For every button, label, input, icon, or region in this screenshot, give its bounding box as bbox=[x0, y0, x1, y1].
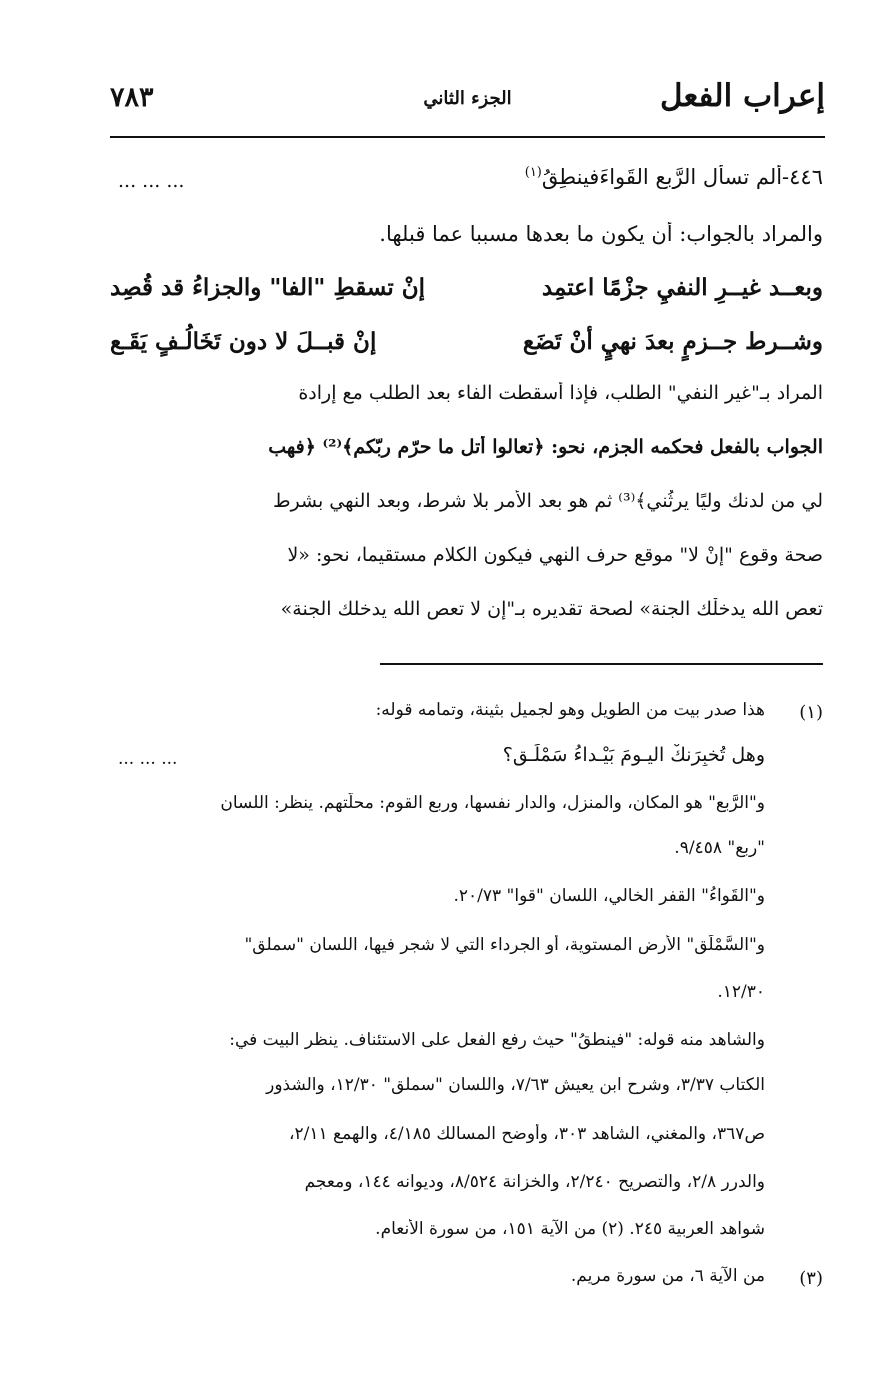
jawab-definition: والمراد بالجواب: أن يكون ما بعدها مسببا عما قبلها. bbox=[379, 222, 823, 246]
footnote-3-text: من الآية ٦، من سورة مريم. bbox=[570, 1266, 765, 1286]
footnote-1-verse: وهل تُخبِرَنكْ اليـومَ بَيْـداءُ سَمْلَـق؟ bbox=[502, 744, 765, 766]
page-header bbox=[110, 78, 825, 128]
footnote-1-line-5: ١٢/٣٠. bbox=[717, 982, 765, 1002]
footnote-1-line-10: شواهد العربية ٢٤٥. (٢) من الآية ١٥١، من سورة الأنعام. bbox=[375, 1219, 765, 1239]
page-number: ٧٨٣ bbox=[110, 82, 154, 113]
footnote-1-line-1: و"الرَّبع" هو المكان، والمنزل، والدار نفسها، وربع القوم: محلّتهم. ينظر: اللسان bbox=[220, 793, 765, 813]
body-line-3: لي من لدنك وليًا يرثُني﴾⁽³⁾ ثم هو بعد الأمر بلا شرط، وبعد النهي بشرط bbox=[272, 490, 823, 512]
footnote-1-line-8: ص٣٦٧، والمغني، الشاهد ٣٠٣، وأوضح المسالك ٤/١٨٥، والهمع ٢/١١، bbox=[289, 1124, 765, 1144]
alfiya-verse-1-left: إنْ تسقطِ "الفا" والجزاءُ قد قُصِد bbox=[110, 274, 426, 301]
footnote-1-marker: (١) bbox=[799, 702, 823, 723]
footnote-1-intro: هذا صدر بيت من الطويل وهو لجميل بثينة، وتمامه قوله: bbox=[375, 700, 765, 720]
footnote-1-line-4: و"السَّمْلَق" الأرض المستوية، أو الجرداء التي لا شجر فيها، اللسان "سملق" bbox=[244, 935, 765, 955]
footnote-1-line-9: والدرر ٢/٨، والتصريح ٢/٢٤٠، والخزانة ٨/٥٢٤، وديوانه ١٤٤، ومعجم bbox=[304, 1172, 765, 1192]
footnote-1-verse-dots: ... ... ... bbox=[118, 749, 178, 769]
book-part: الجزء الثاني bbox=[423, 88, 512, 109]
verse-446 bbox=[525, 165, 823, 189]
header-rule bbox=[110, 136, 825, 138]
body-line-1: المراد بـ"غير النفي" الطلب، فإذا أسقطت الفاء بعد الطلب مع إرادة bbox=[298, 382, 823, 404]
footnote-3-marker: (٣) bbox=[799, 1268, 823, 1289]
alfiya-verse-1-right: وبعــد غيــرِ النفيِ جزْمًا اعتمِد bbox=[541, 274, 823, 301]
footnote-1-line-6: والشاهد منه قوله: "فينطقُ" حيث رفع الفعل على الاستئناف. ينظر البيت في: bbox=[229, 1030, 765, 1050]
verse-446-text: ٤٤٦-ألم تسألِ الرَّبع القَواءَفينطِقُ bbox=[541, 165, 823, 189]
verse-446-dots: ... ... ... bbox=[118, 170, 185, 192]
body-line-5: تعصِ الله يدخلْك الجنة» لصحة تقديره بـ"إن لا تعصِ الله يدخلك الجنة» bbox=[280, 598, 823, 620]
body-line-4: صحة وقوع "إنْ لا" موقع حرف النهي فيكون الكلام مستقيما، نحو: «لا bbox=[287, 544, 823, 566]
footnote-1-line-7: الكتاب ٣/٣٧، وشرح ابن يعيش ٧/٦٣، واللسان "سملق" ١٢/٣٠، والشذور bbox=[266, 1075, 765, 1095]
body-line-2: الجواب بالفعل فحكمه الجزم، نحو: ﴿تعالوا أتل ما حرّم ربّكم﴾⁽²⁾ ﴿فهب bbox=[268, 436, 823, 458]
footnote-1-line-3: و"القَواءُ" القفر الخالي، اللسان "قوا" ٢٠/٧٣. bbox=[453, 886, 765, 906]
alfiya-verse-2-left: إنْ قبــلَ لا دون تَخَالُـفٍ يَقَـع bbox=[110, 328, 377, 355]
chapter-title: إعراب الفعل bbox=[660, 78, 825, 114]
footnote-1-line-2: "ربع" ٩/٤٥٨. bbox=[674, 838, 765, 858]
footnote-ref-1: (١) bbox=[524, 165, 542, 180]
alfiya-verse-2-right: وشــرط جــزمٍ بعدَ نهيٍ أنْ تَضَع bbox=[522, 328, 823, 355]
footnote-separator bbox=[380, 663, 823, 665]
